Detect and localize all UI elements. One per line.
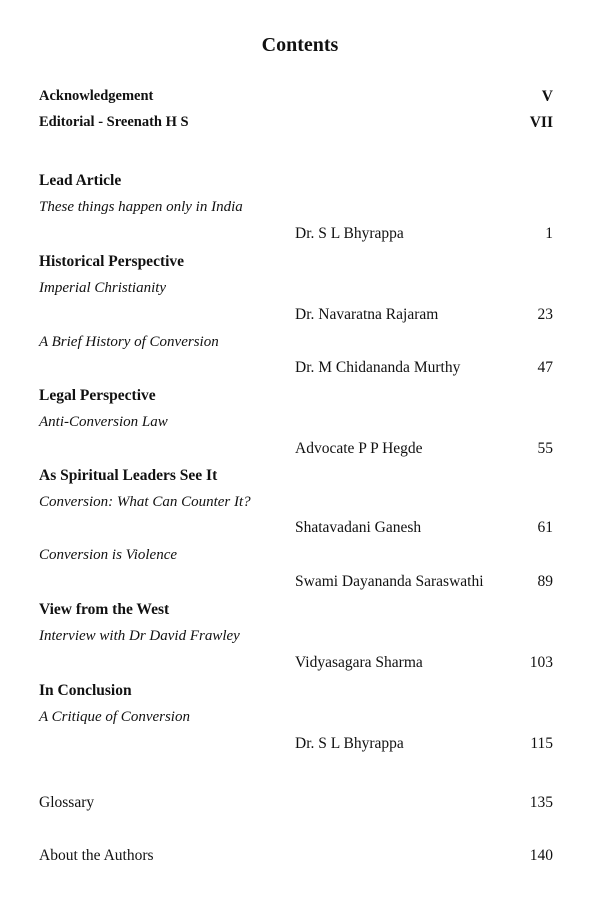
toc-entry-title — [39, 280, 553, 302]
toc-entry-author-row — [39, 306, 553, 328]
toc-entry-author-row — [39, 735, 553, 757]
toc-page-number: VII — [529, 114, 553, 131]
toc-page-number: 115 — [530, 735, 553, 752]
article-title: Conversion: What Can Counter It? — [39, 494, 251, 510]
toc-page-number: 23 — [537, 306, 553, 323]
article-author: Dr. M Chidananda Murthy — [295, 359, 461, 376]
toc-entry-title — [39, 414, 553, 436]
toc-page-number: 135 — [529, 794, 553, 811]
toc-entry-author-row — [39, 359, 553, 381]
section-heading-text: In Conclusion — [39, 682, 132, 699]
article-title: Conversion is Violence — [39, 547, 178, 563]
toc-page-number: 140 — [529, 847, 553, 864]
toc-page-number: 103 — [529, 654, 553, 671]
toc-entry-title — [39, 709, 553, 731]
toc-page-number: 47 — [537, 359, 553, 376]
page-title: Contents — [261, 34, 339, 56]
toc-entry-label: Acknowledgement — [39, 88, 154, 104]
section-heading — [39, 253, 553, 275]
article-author: Shatavadani Ganesh — [295, 519, 422, 536]
toc-entry-about-authors — [39, 847, 553, 869]
article-author: Dr. S L Bhyrappa — [295, 225, 404, 242]
toc-page-number: 55 — [537, 440, 553, 457]
toc-entry-title — [39, 199, 553, 221]
section-heading — [39, 601, 553, 623]
toc-entry-label: Glossary — [39, 794, 95, 811]
toc-entry-author-row — [39, 654, 553, 676]
article-author: Advocate P P Hegde — [295, 440, 423, 457]
toc-entry-label: Editorial - Sreenath H S — [39, 114, 189, 130]
article-author: Vidyasagara Sharma — [295, 654, 423, 671]
toc-entry-label: About the Authors — [39, 847, 154, 864]
section-heading-text: As Spiritual Leaders See It — [39, 467, 218, 484]
section-heading-text: Legal Perspective — [39, 387, 156, 404]
section-heading-text: View from the West — [39, 601, 170, 618]
article-author: Dr. S L Bhyrappa — [295, 735, 404, 752]
toc-entry-acknowledgement — [39, 88, 553, 110]
article-title: A Brief History of Conversion — [39, 334, 219, 350]
article-title: A Critique of Conversion — [39, 709, 190, 725]
section-heading — [39, 682, 553, 704]
toc-entry-title — [39, 628, 553, 650]
section-heading — [39, 467, 553, 489]
article-author: Dr. Navaratna Rajaram — [295, 306, 439, 323]
article-title: Anti-Conversion Law — [39, 414, 168, 430]
toc-page-number: V — [541, 88, 553, 105]
toc-page-number: 1 — [545, 225, 553, 242]
toc-entry-editorial — [39, 114, 553, 136]
article-author: Swami Dayananda Saraswathi — [295, 573, 484, 590]
toc-page-number: 61 — [537, 519, 553, 536]
toc-entry-glossary — [39, 794, 553, 816]
toc-entry-author-row — [39, 225, 553, 247]
toc-page-number: 89 — [537, 573, 553, 590]
section-heading — [39, 387, 553, 409]
toc-entry-author-row — [39, 519, 553, 541]
toc-entry-title — [39, 334, 553, 356]
article-title: Interview with Dr David Frawley — [39, 628, 240, 644]
section-heading — [39, 172, 553, 194]
toc-entry-author-row — [39, 573, 553, 595]
section-heading-text: Historical Perspective — [39, 253, 185, 270]
toc-entry-author-row — [39, 440, 553, 462]
article-title: These things happen only in India — [39, 199, 243, 215]
section-heading-text: Lead Article — [39, 172, 122, 189]
toc-entry-title — [39, 547, 553, 569]
article-title: Imperial Christianity — [39, 280, 167, 296]
toc-entry-title — [39, 494, 553, 516]
